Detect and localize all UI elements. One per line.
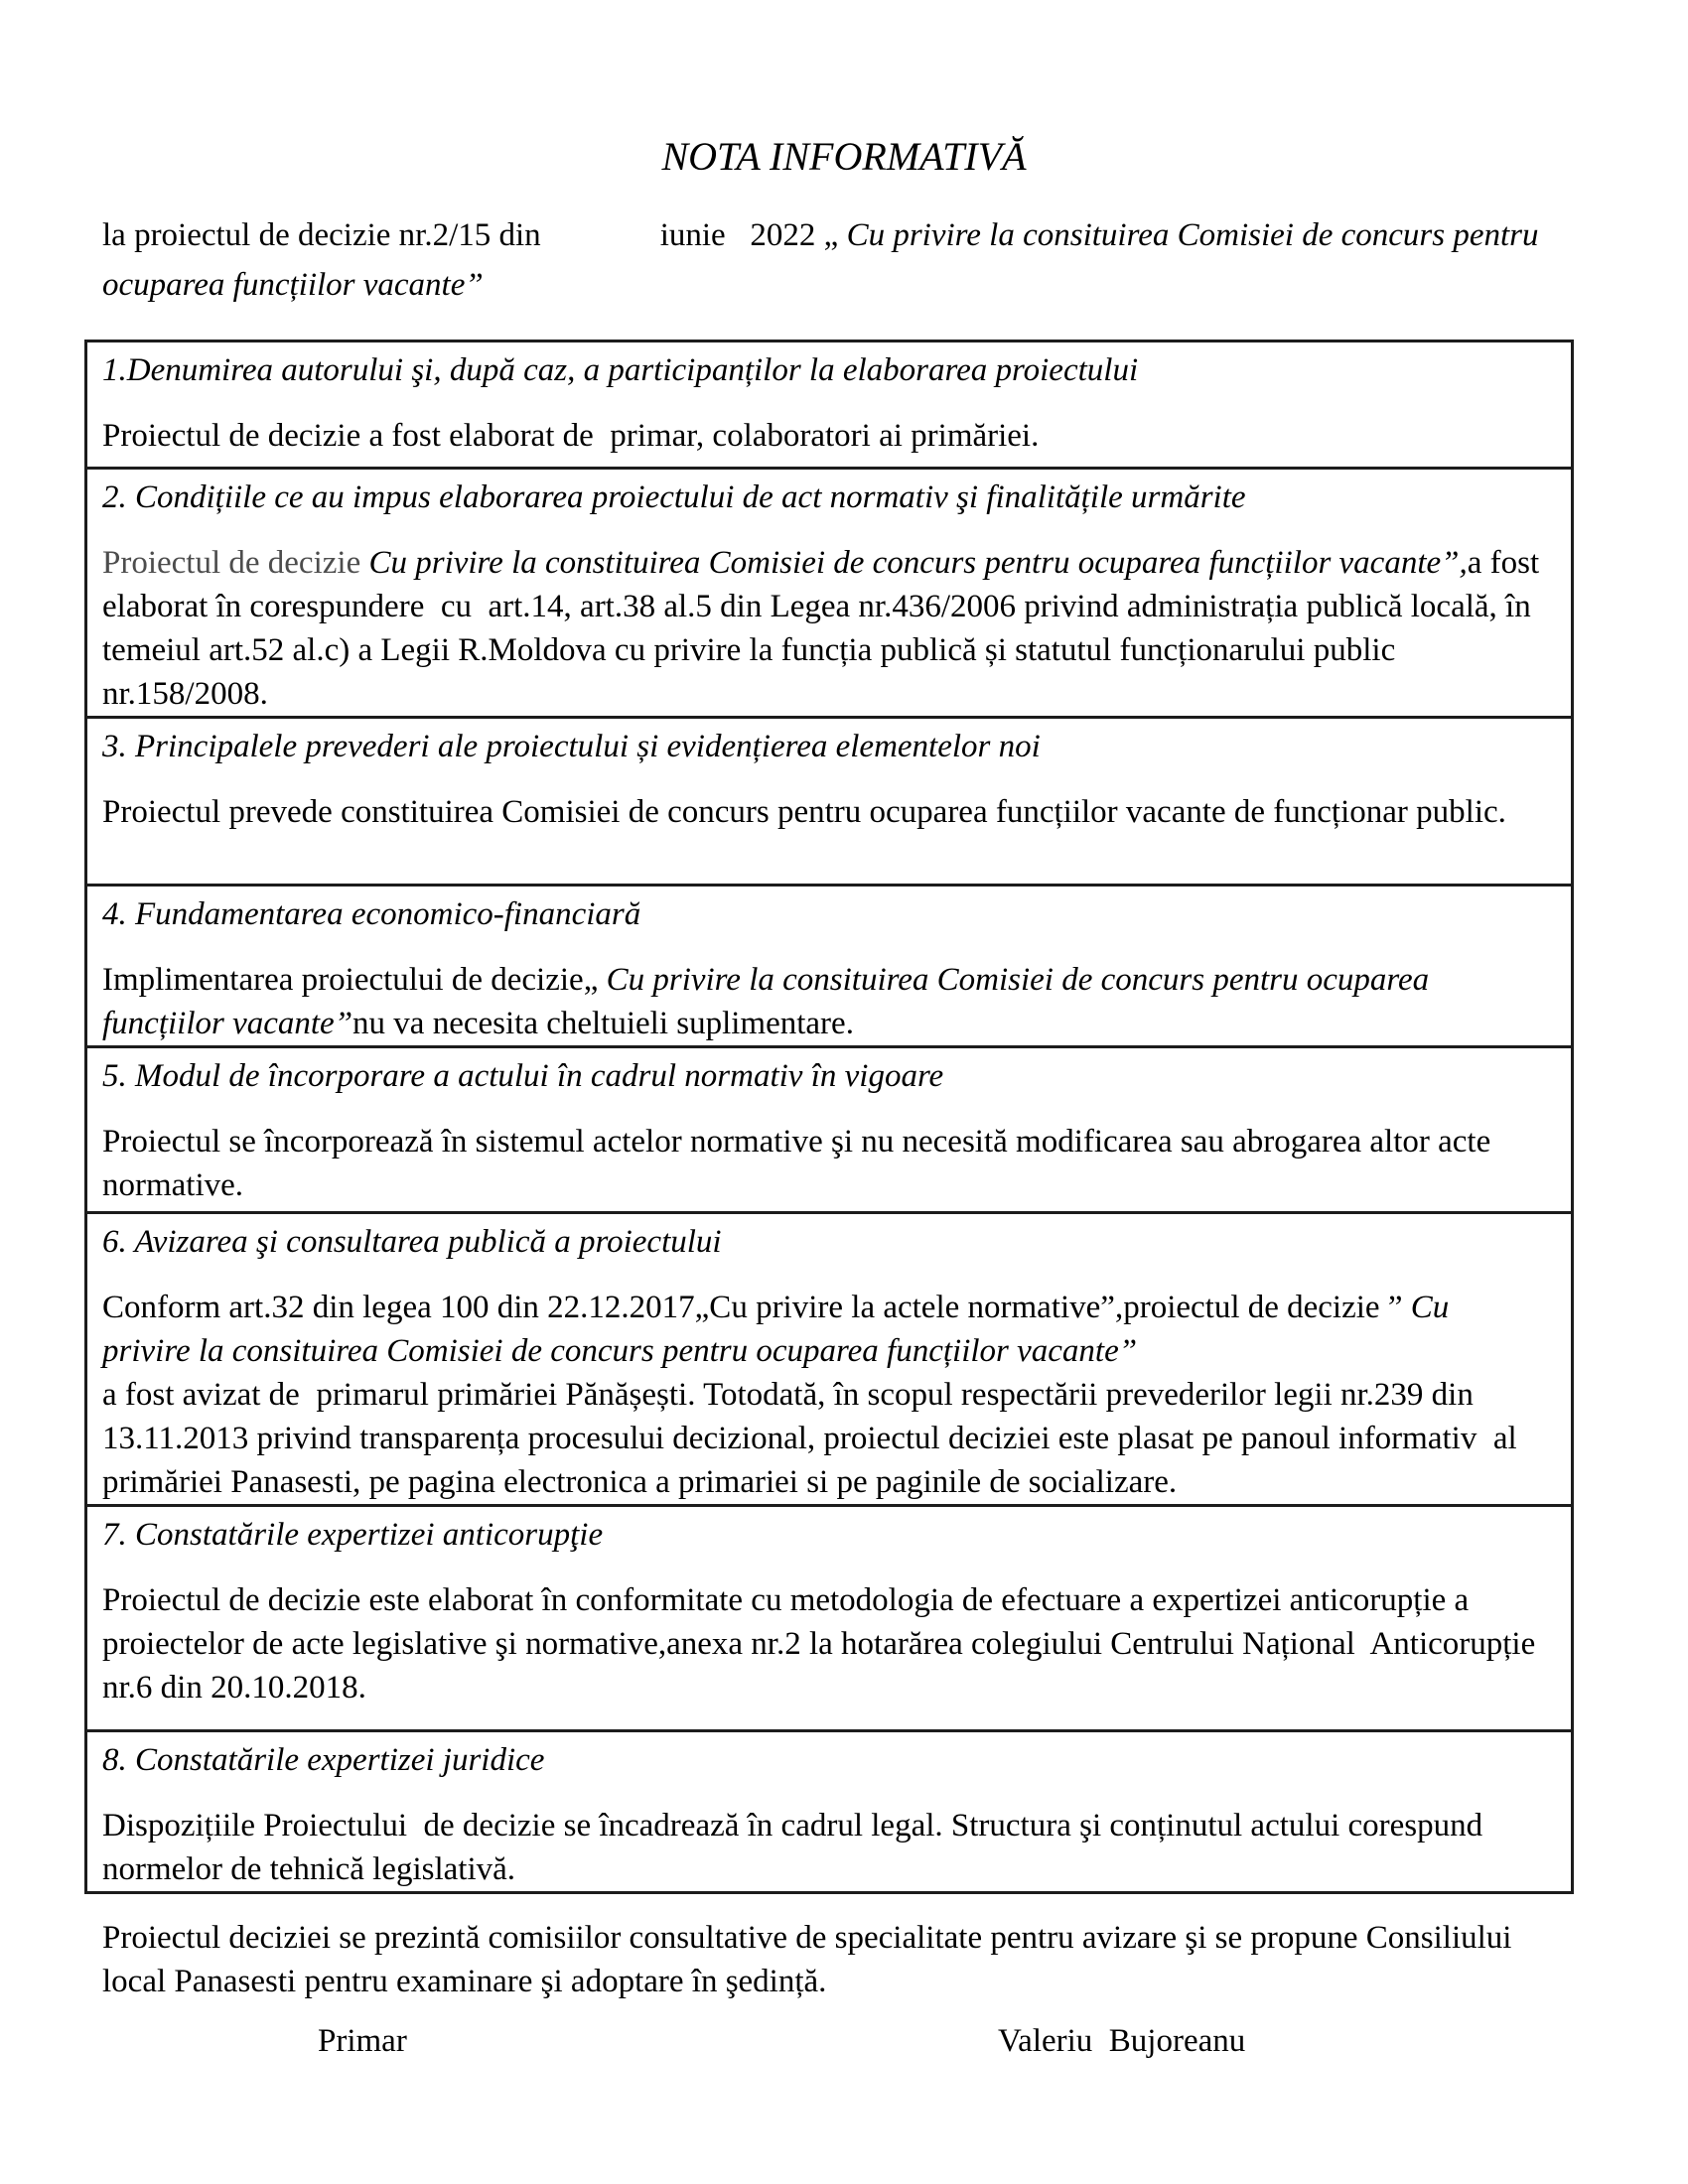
section-heading-2: 2. Condițiile ce au impus elaborarea proiectului de act normativ şi finalitățile urmărite — [102, 479, 1246, 515]
table-row-1 — [87, 342, 1571, 470]
document-content — [84, 210, 1574, 2067]
body-run: Proiectul de decizie este elaborat în conformitate cu metodologia de efectuare a expertizei anticorupție a proiectelor de acte legislative şi normative,anexa nr.2 la hotarărea colegiului Centrului Național Anticorupție nr.6 din 20.10.2018. — [102, 1582, 1544, 1706]
body-run-gray: Proiectul de decizie — [102, 545, 369, 581]
section-heading-6: 6. Avizarea şi consultarea publică a proiectului — [102, 1224, 722, 1260]
signature-role: Primar — [318, 2023, 407, 2059]
section-body-2 — [102, 541, 1556, 716]
section-heading-7: 7. Constatările expertizei anticorupţie — [102, 1517, 604, 1553]
section-heading-3: 3. Principalele prevederi ale proiectului și evidențierea elementelor noi — [102, 729, 1041, 764]
body-run: a fost avizat de primarul primăriei Pănășești. Totodată, în scopul respectării prevederilor legii nr.239 din 13.11.2013 privind transparența procesului decizional, proiectul deciziei este plasat pe panoul informativ al primăriei Panasesti, pe pagina electronica a primariei si pe paginile de socializare. — [102, 1377, 1534, 1500]
table-row-7 — [87, 1507, 1571, 1732]
body-run: Proiectul prevede constituirea Comisiei de concurs pentru ocuparea funcțiilor vacante de funcționar public. — [102, 794, 1506, 830]
body-run-italic: privire la consituirea Comisiei de concurs pentru ocuparea funcțiilor vacante” — [102, 1333, 1138, 1369]
table-row-3 — [87, 719, 1571, 887]
section-body-1 — [102, 414, 1556, 458]
table-row-8 — [87, 1732, 1571, 1891]
table-row-4 — [87, 887, 1571, 1048]
section-body-3 — [102, 790, 1556, 834]
intro-date: iunie 2022 „ — [659, 217, 847, 253]
closing-paragraph: Proiectul deciziei se prezintă comisiilor consultative de specialitate pentru avizare şi se propune Consiliului local Panasesti pentru examinare şi adoptare în şedință. — [102, 1920, 1520, 1999]
intro-quoted-title-line2: ocuparea funcțiilor vacante” — [102, 267, 484, 303]
section-heading-1: 1.Denumirea autorului şi, după caz, a participanților la elaborarea proiectului — [102, 352, 1139, 388]
section-heading-5: 5. Modul de încorporare a actului în cadrul normativ în vigoare — [102, 1058, 944, 1094]
body-run: Dispozițiile Proiectului de decizie se încadrează în cadrul legal. Structura şi conținutul actului corespund normelor de tehnică legislativă. — [102, 1808, 1491, 1887]
body-run: Conform art.32 din legea 100 din 22.12.2017„Cu privire la actele normative”,proiectul de decizie ” — [102, 1290, 1411, 1325]
table-row-5 — [87, 1048, 1571, 1214]
body-run-italic: Cu — [1410, 1290, 1450, 1325]
section-body-8 — [102, 1804, 1556, 1891]
section-heading-8: 8. Constatările expertizei juridice — [102, 1742, 545, 1778]
body-run-italic: Cu privire la consituirea Comisiei de concurs pentru ocuparea funcțiilor vacante” — [102, 962, 1438, 1041]
section-body-6-para1 — [102, 1286, 1556, 1373]
section-body-4 — [102, 958, 1556, 1045]
intro-paragraph — [84, 210, 1574, 310]
table-row-2 — [87, 470, 1571, 719]
signature-name: Valeriu Bujoreanu — [998, 2023, 1246, 2059]
intro-text-left: la proiectul de decizie nr.2/15 din — [102, 217, 541, 253]
table-row-6 — [87, 1214, 1571, 1507]
body-run: a fost elaborat în corespundere cu art.14, art.38 al.5 din Legea nr.436/2006 privind administrația publică locală, în temeiul art.52 al.c) a Legii R.Moldova cu privire la funcția publică și statutul funcționarului public nr.158/2008. — [102, 545, 1548, 712]
section-body-6-para2 — [102, 1373, 1556, 1504]
signature-row — [84, 2023, 1574, 2067]
body-run: nu va necesita cheltuieli suplimentare. — [352, 1006, 854, 1041]
info-table — [84, 340, 1574, 1894]
body-run: Proiectul se încorporează în sistemul actelor normative şi nu necesită modificarea sau abrogarea altor acte normative. — [102, 1124, 1499, 1203]
section-body-7 — [102, 1578, 1556, 1709]
document-title: NOTA INFORMATIVĂ — [661, 134, 1027, 179]
body-run: Implimentarea proiectului de decizie„ — [102, 962, 607, 998]
intro-quoted-title: Cu privire la consituirea Comisiei de concurs pentru — [846, 217, 1539, 253]
section-body-5 — [102, 1120, 1556, 1207]
body-run: Proiectul de decizie a fost elaborat de primar, colaboratori ai primăriei. — [102, 418, 1040, 454]
body-run-italic: Cu privire la constituirea Comisiei de concurs pentru ocuparea funcțiilor vacante”, — [368, 545, 1468, 581]
section-heading-4: 4. Fundamentarea economico-financiară — [102, 896, 641, 932]
